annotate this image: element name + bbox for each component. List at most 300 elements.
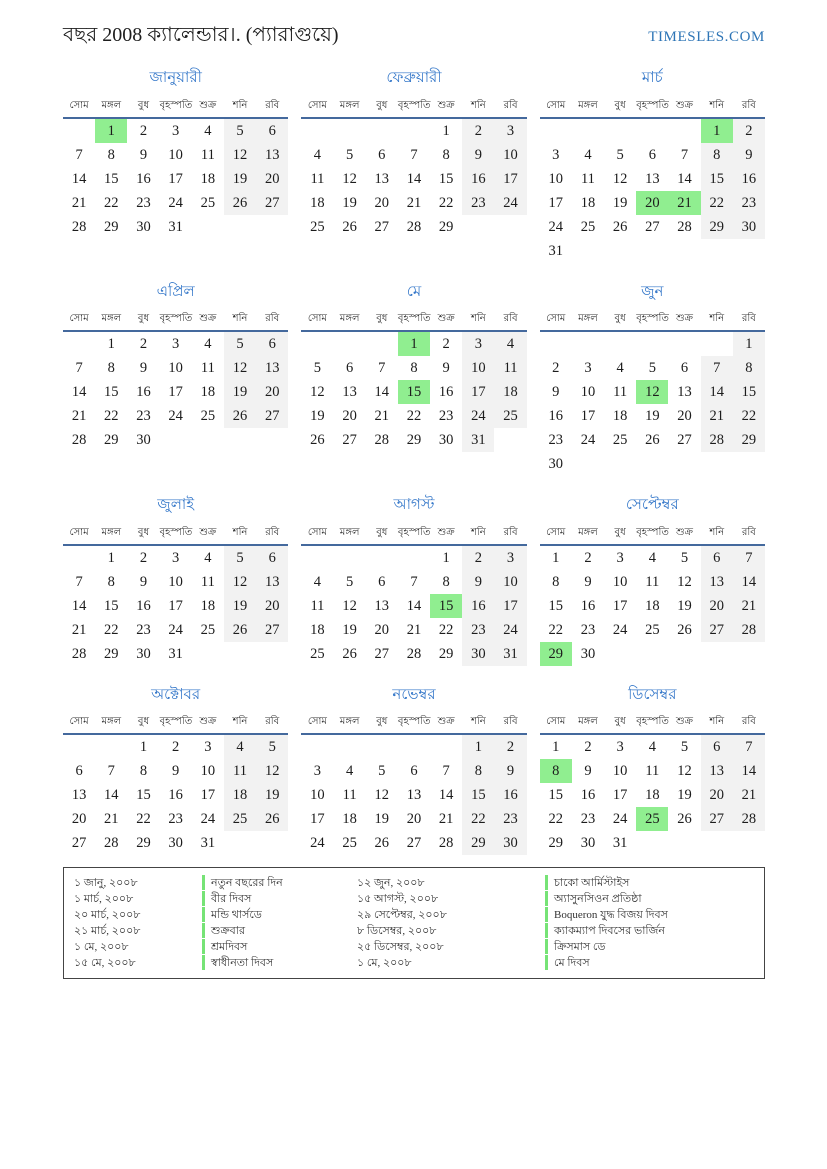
week-row xyxy=(63,143,288,167)
month-title: নভেম্বর xyxy=(392,686,436,703)
day-cell: 22 xyxy=(701,191,733,215)
day-cell: 8 xyxy=(442,146,450,163)
day-cell: 13 xyxy=(342,384,357,400)
empty-cell xyxy=(604,452,636,476)
weekday-header: রবি xyxy=(494,711,526,734)
site-link[interactable]: TIMESLES.COM xyxy=(648,29,765,45)
day-cell: 20 xyxy=(256,380,288,404)
day-cell: 21 xyxy=(71,408,87,424)
weekday-header: বুধ xyxy=(604,95,636,118)
day-cell: 15 xyxy=(430,594,462,618)
day-cell: 11 xyxy=(310,170,325,187)
day-cell: 11 xyxy=(342,787,357,803)
day-cell: 23 xyxy=(168,811,183,827)
weekday-header: মঙ্গল xyxy=(334,522,366,545)
empty-cell xyxy=(572,118,604,143)
day-cell: 2 xyxy=(139,549,148,566)
empty-cell xyxy=(636,452,668,476)
day-cell: 1 xyxy=(95,118,127,143)
day-cell: 11 xyxy=(645,573,660,590)
day-cell: 17 xyxy=(548,194,563,211)
day-cell: 4 xyxy=(494,331,526,356)
weekday-header: সোম xyxy=(540,711,572,734)
empty-cell xyxy=(366,734,398,759)
day-cell: 19 xyxy=(224,594,256,618)
day-cell: 21 xyxy=(406,194,422,211)
weekday-row xyxy=(540,711,765,734)
day-cell: 5 xyxy=(345,146,354,163)
day-cell: 2 xyxy=(584,739,592,755)
day-cell: 9 xyxy=(139,573,148,590)
day-cell: 14 xyxy=(104,787,119,803)
day-cell: 19 xyxy=(612,194,628,211)
weekday-header: রবি xyxy=(733,308,765,331)
day-cell: 26 xyxy=(677,811,692,827)
legend-name: Boqueron যুদ্ধ বিজয় দিবস xyxy=(545,907,754,922)
day-cell: 19 xyxy=(256,783,288,807)
day-cell: 8 xyxy=(107,146,115,163)
month-title: মার্চ xyxy=(641,70,663,86)
day-cell: 8 xyxy=(442,573,450,590)
day-cell: 21 xyxy=(668,191,700,215)
day-cell: 9 xyxy=(139,360,148,376)
week-row xyxy=(540,545,765,570)
day-cell: 19 xyxy=(645,408,660,424)
day-cell: 14 xyxy=(374,384,390,400)
week-row xyxy=(301,380,526,404)
day-cell: 6 xyxy=(378,146,386,163)
day-cell: 21 xyxy=(733,594,765,618)
day-cell: 14 xyxy=(71,170,87,187)
week-row xyxy=(301,545,526,570)
weekday-header: শনি xyxy=(701,308,733,331)
month-january xyxy=(63,69,288,239)
day-cell: 17 xyxy=(494,167,526,191)
weekday-header: শুক্র xyxy=(430,522,462,545)
week-row xyxy=(63,545,288,570)
day-cell: 29 xyxy=(540,642,572,666)
weekday-row xyxy=(540,522,765,545)
legend-name: স্বাধীনতা দিবস xyxy=(202,955,357,970)
day-cell: 2 xyxy=(462,545,494,570)
day-cell: 20 xyxy=(71,811,87,827)
weekday-header: শুক্র xyxy=(668,522,700,545)
month-march xyxy=(540,69,765,263)
day-cell: 19 xyxy=(374,811,390,827)
week-row xyxy=(540,331,765,356)
week-row xyxy=(63,594,288,618)
day-cell: 14 xyxy=(733,570,765,594)
day-cell: 20 xyxy=(342,408,357,424)
day-cell: 2 xyxy=(139,122,148,139)
day-cell: 8 xyxy=(410,360,418,376)
day-cell: 19 xyxy=(310,408,325,424)
empty-cell xyxy=(733,642,765,666)
day-cell: 16 xyxy=(580,597,596,614)
week-row xyxy=(301,404,526,428)
day-cell: 28 xyxy=(104,835,119,851)
day-cell: 12 xyxy=(256,759,288,783)
day-cell: 20 xyxy=(256,594,288,618)
weekday-header: শুক্র xyxy=(668,95,700,118)
empty-cell xyxy=(430,734,462,759)
day-cell: 6 xyxy=(378,573,386,590)
month-title: জানুয়ারী xyxy=(149,70,202,86)
month-title: জুলাই xyxy=(157,497,195,513)
day-cell: 1 xyxy=(733,331,765,356)
empty-cell xyxy=(63,118,95,143)
day-cell: 30 xyxy=(494,831,526,855)
month-table xyxy=(301,308,526,452)
day-cell: 16 xyxy=(136,384,151,400)
weekday-header: সোম xyxy=(63,711,95,734)
empty-cell xyxy=(540,331,572,356)
weekday-header: বৃহস্পতি xyxy=(636,308,668,331)
day-cell: 23 xyxy=(580,811,596,827)
weekday-header: মঙ্গল xyxy=(572,711,604,734)
day-cell: 2 xyxy=(172,739,180,755)
day-cell: 10 xyxy=(310,787,325,803)
day-cell: 18 xyxy=(310,621,325,638)
day-cell: 22 xyxy=(104,408,119,424)
day-cell: 27 xyxy=(701,807,733,831)
day-cell: 9 xyxy=(462,570,494,594)
day-cell: 24 xyxy=(612,811,628,827)
day-cell: 22 xyxy=(462,807,494,831)
week-row xyxy=(63,331,288,356)
legend-name: শ্রমদিবস xyxy=(202,939,357,954)
day-cell: 17 xyxy=(200,787,216,803)
day-cell: 8 xyxy=(107,360,115,376)
day-cell: 3 xyxy=(172,336,180,352)
day-cell: 12 xyxy=(224,570,256,594)
day-cell: 18 xyxy=(342,811,357,827)
week-row xyxy=(63,618,288,642)
week-row xyxy=(63,404,288,428)
day-cell: 16 xyxy=(733,167,765,191)
day-cell: 6 xyxy=(75,763,83,779)
weekday-row xyxy=(63,522,288,545)
day-cell: 20 xyxy=(636,191,668,215)
day-cell: 9 xyxy=(442,360,450,376)
empty-cell xyxy=(494,215,526,239)
weekday-header: সোম xyxy=(63,308,95,331)
day-cell: 28 xyxy=(406,218,422,235)
weekday-header: শনি xyxy=(224,522,256,545)
weekday-header: মঙ্গল xyxy=(572,522,604,545)
day-cell: 10 xyxy=(494,570,526,594)
weekday-header: শনি xyxy=(701,522,733,545)
day-cell: 3 xyxy=(552,146,560,163)
weekday-header: বুধ xyxy=(127,711,159,734)
day-cell: 27 xyxy=(342,432,357,448)
day-cell: 17 xyxy=(168,170,183,187)
legend-date: ১ মে, ২০০৮ xyxy=(74,941,129,953)
day-cell: 17 xyxy=(580,408,596,424)
month-august xyxy=(301,496,526,666)
empty-cell xyxy=(668,452,700,476)
day-cell: 1 xyxy=(442,549,450,566)
day-cell: 30 xyxy=(580,835,596,851)
day-cell: 20 xyxy=(374,621,390,638)
week-row xyxy=(540,570,765,594)
weekday-header: শনি xyxy=(224,95,256,118)
day-cell: 20 xyxy=(701,594,733,618)
week-row xyxy=(540,167,765,191)
day-cell: 8 xyxy=(139,763,148,779)
day-cell: 5 xyxy=(224,118,256,143)
day-cell: 21 xyxy=(406,621,422,638)
weekday-header: বৃহস্পতি xyxy=(398,308,430,331)
week-row xyxy=(63,734,288,759)
day-cell: 14 xyxy=(71,597,87,614)
week-row xyxy=(301,594,526,618)
weekday-header: শনি xyxy=(462,711,494,734)
day-cell: 12 xyxy=(224,143,256,167)
weekday-header: শনি xyxy=(224,711,256,734)
weekday-header: রবি xyxy=(256,95,288,118)
day-cell: 13 xyxy=(256,570,288,594)
week-row xyxy=(63,642,288,666)
day-cell: 23 xyxy=(462,191,494,215)
weekday-row xyxy=(63,308,288,331)
week-row xyxy=(540,215,765,239)
day-cell: 3 xyxy=(494,118,526,143)
week-row xyxy=(63,380,288,404)
day-cell: 27 xyxy=(374,645,390,662)
day-cell: 27 xyxy=(71,835,87,851)
day-cell: 12 xyxy=(636,380,668,404)
day-cell: 10 xyxy=(200,763,216,779)
weekday-header: রবি xyxy=(256,522,288,545)
empty-cell xyxy=(701,831,733,855)
day-cell: 18 xyxy=(200,384,216,400)
empty-cell xyxy=(366,118,398,143)
day-cell: 4 xyxy=(204,549,212,566)
empty-cell xyxy=(301,545,333,570)
empty-cell xyxy=(334,331,366,356)
day-cell: 10 xyxy=(168,146,183,163)
day-cell: 3 xyxy=(204,739,212,755)
day-cell: 27 xyxy=(677,432,692,448)
weekday-header: শুক্র xyxy=(192,95,224,118)
day-cell: 25 xyxy=(310,218,325,235)
day-cell: 8 xyxy=(552,573,560,590)
month-june xyxy=(540,283,765,477)
weekday-header: সোম xyxy=(540,522,572,545)
weekday-row xyxy=(301,308,526,331)
day-cell: 31 xyxy=(168,645,183,662)
week-row xyxy=(301,356,526,380)
day-cell: 23 xyxy=(733,191,765,215)
week-row xyxy=(540,239,765,263)
day-cell: 28 xyxy=(677,218,692,235)
day-cell: 10 xyxy=(494,143,526,167)
week-row xyxy=(540,734,765,759)
day-cell: 27 xyxy=(256,191,288,215)
weekday-header: সোম xyxy=(63,522,95,545)
page-title: বছর 2008 ক্যালেন্ডার।. (প্যারাগুয়ে) xyxy=(63,24,339,46)
day-cell: 26 xyxy=(256,807,288,831)
week-row xyxy=(540,618,765,642)
day-cell: 21 xyxy=(701,404,733,428)
empty-cell xyxy=(701,642,733,666)
week-row xyxy=(540,759,765,783)
weekday-header: শুক্র xyxy=(430,308,462,331)
day-cell: 12 xyxy=(310,384,325,400)
day-cell: 14 xyxy=(406,170,422,187)
day-cell: 26 xyxy=(374,835,390,851)
week-row xyxy=(301,331,526,356)
month-table xyxy=(540,95,765,263)
day-cell: 5 xyxy=(313,360,322,376)
week-row xyxy=(301,428,526,452)
month-table xyxy=(540,711,765,855)
day-cell: 9 xyxy=(584,573,592,590)
weekday-header: রবি xyxy=(733,711,765,734)
day-cell: 28 xyxy=(406,645,422,662)
day-cell: 11 xyxy=(310,597,325,614)
day-cell: 16 xyxy=(580,787,596,803)
month-february xyxy=(301,69,526,239)
week-row xyxy=(540,783,765,807)
day-cell: 14 xyxy=(406,597,422,614)
day-cell: 6 xyxy=(256,118,288,143)
weekday-header: বুধ xyxy=(366,308,398,331)
month-title: অক্টোবর xyxy=(151,686,201,703)
weekday-header: বৃহস্পতি xyxy=(398,522,430,545)
week-row xyxy=(301,143,526,167)
day-cell: 15 xyxy=(548,597,563,614)
day-cell: 22 xyxy=(548,811,563,827)
week-row xyxy=(63,428,288,452)
weekday-header: বুধ xyxy=(604,711,636,734)
month-november xyxy=(301,686,526,856)
day-cell: 12 xyxy=(612,170,628,187)
weekday-header: বুধ xyxy=(127,308,159,331)
day-cell: 14 xyxy=(438,787,454,803)
day-cell: 7 xyxy=(733,734,765,759)
week-row xyxy=(540,807,765,831)
day-cell: 12 xyxy=(342,597,357,614)
day-cell: 9 xyxy=(172,763,180,779)
week-row xyxy=(540,118,765,143)
weekday-header: বৃহস্পতি xyxy=(636,711,668,734)
day-cell: 3 xyxy=(616,739,624,755)
week-row xyxy=(63,783,288,807)
day-cell: 19 xyxy=(677,787,692,803)
day-cell: 1 xyxy=(139,739,148,755)
empty-cell xyxy=(63,545,95,570)
day-cell: 21 xyxy=(71,621,87,638)
day-cell: 12 xyxy=(342,170,357,187)
day-cell: 15 xyxy=(548,787,563,803)
day-cell: 7 xyxy=(75,360,83,376)
weekday-header: রবি xyxy=(733,522,765,545)
day-cell: 5 xyxy=(648,360,656,376)
weekday-header: বৃহস্পতি xyxy=(160,308,192,331)
day-cell: 30 xyxy=(580,645,596,662)
day-cell: 28 xyxy=(438,835,454,851)
weekday-header: মঙ্গল xyxy=(334,711,366,734)
day-cell: 6 xyxy=(256,545,288,570)
weekday-header: বুধ xyxy=(604,522,636,545)
month-title: এপ্রিল xyxy=(156,283,195,300)
weekday-header: শনি xyxy=(462,95,494,118)
day-cell: 28 xyxy=(71,218,87,235)
day-cell: 5 xyxy=(224,545,256,570)
empty-cell xyxy=(604,642,636,666)
day-cell: 2 xyxy=(552,360,560,376)
day-cell: 12 xyxy=(374,787,390,803)
empty-cell xyxy=(636,118,668,143)
day-cell: 21 xyxy=(438,811,454,827)
day-cell: 13 xyxy=(701,570,733,594)
weekday-header: বুধ xyxy=(127,522,159,545)
day-cell: 22 xyxy=(136,811,151,827)
day-cell: 22 xyxy=(438,621,454,638)
day-cell: 31 xyxy=(548,242,563,259)
month-title: আগস্ট xyxy=(393,497,435,513)
day-cell: 27 xyxy=(406,835,422,851)
empty-cell xyxy=(192,642,224,666)
day-cell: 29 xyxy=(548,835,563,851)
empty-cell xyxy=(668,331,700,356)
day-cell: 4 xyxy=(313,573,322,590)
day-cell: 14 xyxy=(677,170,692,187)
weekday-header: রবি xyxy=(256,308,288,331)
empty-cell xyxy=(668,831,700,855)
day-cell: 30 xyxy=(168,835,183,851)
week-row xyxy=(540,831,765,855)
weekday-header: সোম xyxy=(63,95,95,118)
day-cell: 13 xyxy=(374,597,390,614)
day-cell: 17 xyxy=(310,811,325,827)
day-cell: 6 xyxy=(345,360,354,376)
empty-cell xyxy=(334,734,366,759)
day-cell: 8 xyxy=(540,759,572,783)
day-cell: 19 xyxy=(342,621,357,638)
day-cell: 20 xyxy=(256,167,288,191)
empty-cell xyxy=(224,428,256,452)
day-cell: 1 xyxy=(701,118,733,143)
day-cell: 4 xyxy=(204,122,212,139)
weekday-header: বৃহস্পতি xyxy=(160,522,192,545)
weekday-header: বৃহস্পতি xyxy=(636,95,668,118)
day-cell: 22 xyxy=(438,194,454,211)
day-cell: 29 xyxy=(733,428,765,452)
day-cell: 7 xyxy=(378,360,386,376)
empty-cell xyxy=(636,642,668,666)
day-cell: 18 xyxy=(310,194,325,211)
day-cell: 10 xyxy=(168,360,183,376)
week-row xyxy=(540,380,765,404)
day-cell: 16 xyxy=(168,787,183,803)
weekday-header: বৃহস্পতি xyxy=(160,95,192,118)
day-cell: 24 xyxy=(612,621,628,638)
empty-cell xyxy=(192,215,224,239)
week-row xyxy=(63,167,288,191)
weekday-header: শনি xyxy=(224,308,256,331)
day-cell: 28 xyxy=(71,432,87,448)
day-cell: 29 xyxy=(136,835,151,851)
day-cell: 28 xyxy=(701,428,733,452)
empty-cell xyxy=(398,118,430,143)
empty-cell xyxy=(301,118,333,143)
months-grid xyxy=(63,69,765,855)
week-row xyxy=(301,831,526,855)
week-row xyxy=(540,428,765,452)
